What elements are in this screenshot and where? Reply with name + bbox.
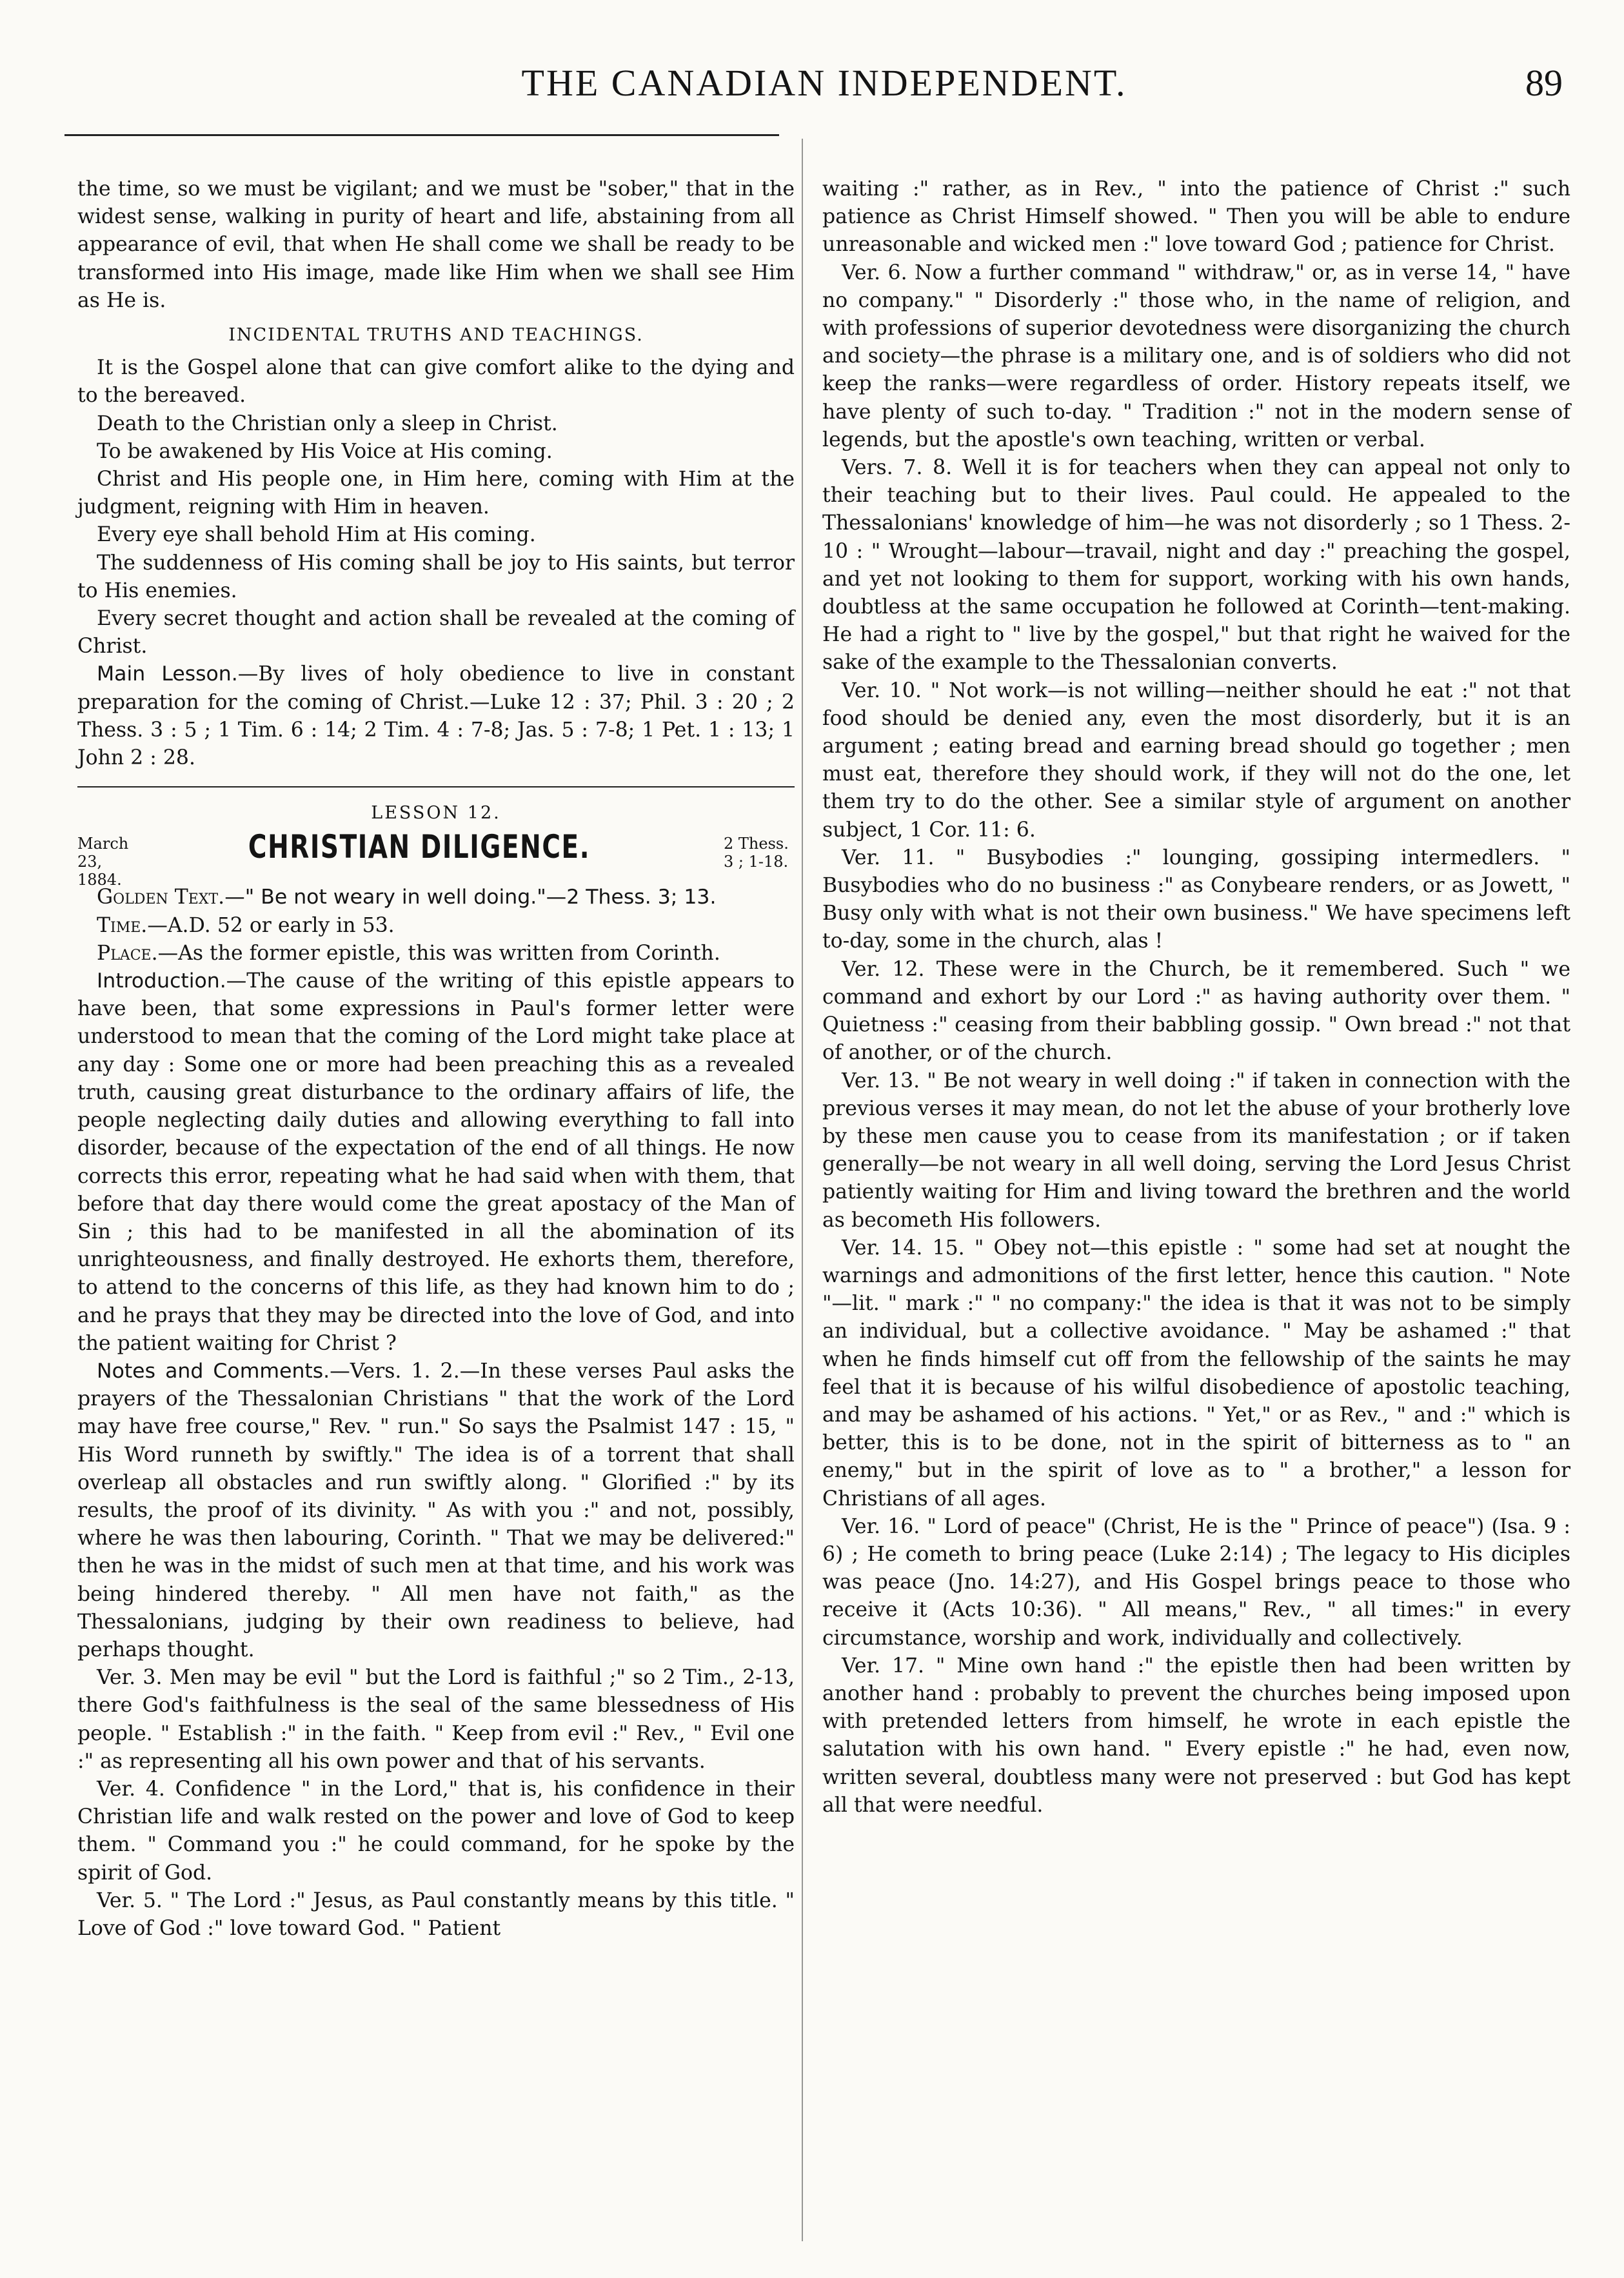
truth-item: The suddenness of His coming shall be joy to His saints, but terror to His enemies. [77, 551, 795, 602]
verse-10-note: Ver. 10. " Not work—is not willing—neither should he eat :" not that food should be denied any, even the most disorderly, but it is an argument ; eating bread and earning bread should go together ; men must eat, therefore they should work, if they will not do the one, let them try to do the other. See a similar style of argument on another subject, 1 Cor. 11: 6. [822, 678, 1570, 842]
lesson-title: CHRISTIAN DILIGENCE. [248, 828, 591, 866]
verse-13-note: Ver. 13. " Be not weary in well doing :" if taken in connection with the previous verses it may mean, do not let the abuse of your brotherly love by these men cause you to cease from its manifestation ; or if taken generally—be not weary in all well doing, serving the Lord Jesus Christ patiently waiting for Him and living toward the brethren and the world as becometh His followers. [822, 1069, 1570, 1232]
verse-4-note: Ver. 4. Confidence " in the Lord," that is, his confidence in their Christian life and walk rested on the power and love of God to keep them. " Command you :" he could command, for he spoke by the spirit of God. [77, 1777, 795, 1885]
verse-14-15-note: Ver. 14. 15. " Obey not—this epistle : " some had set at nought the warnings and admonitions of the first letter, hence this caution. " Note "—lit. " mark :" " no company:" the idea is that it was not to be simply an individual, but a collective avoidance. " May be ashamed :" that when he finds himself cut off from the fellowship of the saints he may feel that it is because of his wilful disobedience of apostolic teaching, and may be ashamed of his actions. " Yet," or as Rev., " and :" which is better, this is to be done, not in the spirit of bitterness as to " an enemy," but in the spirit of love as to " a brother," a lesson for Christians of all ages. [822, 1236, 1570, 1510]
truth-item: Death to the Christian only a sleep in Christ. [97, 411, 558, 435]
golden-text-body: —" Be not weary in well doing."—2 Thess. 3; 13. [224, 886, 717, 909]
introduction [77, 967, 795, 1358]
lesson-reference: 2 Thess. 3 ; 1-18. [724, 835, 789, 871]
verse-5-note: Ver. 5. " The Lord :" Jesus, as Paul constantly means by this title. " Love of God :" love toward God. " Patient [77, 1888, 795, 1940]
notes [77, 1358, 795, 1664]
truth-item: Christ and His people one, in Him here, coming with Him at the judgment, reigning with Him in heaven. [77, 468, 795, 519]
notes-text: —Vers. 1. 2.—In these verses Paul asks the prayers of the Thessalonian Christians " that the work of the Lord may have free course," Rev. " run." So says the Psalmist 147 : 15, " His Word runneth by swiftly." The idea is of a torrent that shall overleap all obstacles and run swiftly along. " Glorified :" by its results, the proof of its divinity. " As with you :" and not, possibly, where he was then labouring, Corinth. " That we may be delivered:" then he was in the midst of such men at that time, and his work was being hindered thereby. " All men have not faith," as the Thessalonians, judging by their own readiness to believe, had perhaps thought. [77, 1359, 795, 1661]
page-title: THE CANADIAN INDEPENDENT. [521, 62, 1127, 104]
introduction-text: —The cause of the writing of this epistle appears to have been, that some expressions in Paul's former letter were understood to mean that the coming of the Lord might take place at any day : Some one or more had been preaching this as a revealed truth, causing great disturbance to the ordinary affairs of life, the people neglecting daily duties and allowing everything to fall into disorder, because of the expectation of the end of all things. He now corrects this error, repeating what he had said when with them, that before that day there would come the great apostacy of the Man of Sin ; this had to be manifested in all the abomination of its unrighteousness, and finally destroyed. He exhorts them, therefore, to attend to the concerns of this life, as they had known him to do ; and he prays that they may be directed into the love of God, and into the patient waiting for Christ ? [77, 969, 795, 1355]
opening-paragraph: the time, so we must be vigilant; and we must be "sober," that in the widest sense, walking in purity of heart and life, abstaining from all appearance of evil, that when He shall come we shall be ready to be transformed into His image, made like Him when we shall see Him as He is. [77, 177, 795, 312]
truth-item: To be awakened by His Voice at His coming. [97, 439, 553, 463]
place-line [77, 940, 795, 967]
place-text: —As the former epistle, this was written from Corinth. [157, 941, 720, 965]
introduction-label: Introduction. [97, 969, 226, 993]
lesson-date: March 23, 1884. [77, 835, 129, 889]
verse-11-note: Ver. 11. " Busybodies :" lounging, gossiping intermedlers. " Busybodies who do no business :" as Conybeare renders, or as Jowett, " Busy only with what is not their own business." We have specimens left to-day, some in the church, alas ! [822, 846, 1570, 953]
page-header [0, 61, 1624, 119]
left-column [77, 175, 795, 1943]
truth-item: Every secret thought and action shall be revealed at the coming of Christ. [77, 607, 795, 659]
time-text: —A.D. 52 or early in 53. [147, 913, 395, 937]
page-number: 89 [1525, 62, 1563, 104]
place-label: Place. [97, 941, 158, 965]
notes-label: Notes and Comments. [97, 1359, 330, 1383]
right-column [822, 175, 1570, 1819]
verse-3-note: Ver. 3. Men may be evil " but the Lord is faithful ;" so 2 Tim., 2-13, there God's faithfulness is the seal of the same blessedness of His people. " Establish :" in the faith. " Keep from evil :" Rev., " Evil one :" as representing all his own power and that of his servants. [77, 1666, 795, 1773]
truth-item: Every eye shall behold Him at His coming. [97, 523, 536, 547]
right-paragraph: waiting :" rather, as in Rev., " into the patience of Christ :" such patience as Christ Himself showed. " Then you will be able to endure unreasonable and wicked men :" love toward God ; patience for Christ. [822, 177, 1570, 257]
truths-list [77, 354, 795, 660]
incidental-heading: INCIDENTAL TRUTHS AND TEACHINGS. [228, 325, 644, 346]
verse-12-note: Ver. 12. These were in the Church, be it remembered. Such " we command and exhort by our Lord :" as having authority over them. " Quietness :" ceasing from their babbling gossip. " Own bread :" not that of another, or of the church. [822, 957, 1570, 1065]
golden-text [77, 884, 795, 911]
golden-text-label: Golden Text. [97, 886, 225, 909]
main-lesson-text: —By lives of holy obedience to live in constant preparation for the coming of Christ.—Luke 12 : 37; Phil. 3 : 20 ; 2 Thess. 3 : 5 ; 1 Tim. 6 : 14; 2 Tim. 4 : 7-8; Jas. 5 : 7-8; 1 Pet. 1 : 13; 1 John 2 : 28. [77, 662, 795, 770]
header-rule [64, 134, 779, 136]
verse-6-note: Ver. 6. Now a further command " withdraw," or, as in verse 14, " have no company." " Disorderly :" those who, in the name of religion, and with professions of superior devotedness were disorganizing the church and society—the phrase is a military one, and is of soldiers who did not keep the ranks—were regardless of order. History repeats itself, we have plenty of such to-day. " Tradition :" not in the modern sense of legends, but the apostle's own teaching, written or verbal. [822, 261, 1570, 451]
section-rule [77, 786, 795, 787]
verse-7-8-note: Vers. 7. 8. Well it is for teachers when they can appeal not only to their teaching but to their lives. Paul could. He appealed to the Thessalonians' knowledge of him—he was not disorderly ; so 1 Thess. 2-10 : " Wrought—labour—travail, night and day :" preaching the gospel, and yet not looking to them for support, working with his own hands, doubtless at the same occupation he followed at Corinth—tent-making. He had a right to " live by the gospel," but that right he waived for the sake of the example to the Thessalonian converts. [822, 456, 1570, 675]
time-label: Time. [97, 913, 148, 937]
main-lesson [77, 660, 795, 772]
time-line [77, 912, 795, 940]
verse-17-note: Ver. 17. " Mine own hand :" the epistle then had been written by another hand : probably to prevent the churches being imposed upon with pretended letters from himself, he wrote in each epistle the salutation with his own hand. " Every epistle :" he had, even now, written several, doubtless many were not preserved : but God has kept all that were needful. [822, 1654, 1570, 1817]
truth-item: It is the Gospel alone that can give comfort alike to the dying and to the bereaved. [77, 356, 795, 408]
main-lesson-label: Main Lesson. [97, 662, 238, 686]
lesson-number: LESSON 12. [371, 803, 501, 824]
column-divider [802, 139, 803, 2241]
lesson-header [77, 828, 795, 889]
verse-16-note: Ver. 16. " Lord of peace" (Christ, He is the " Prince of peace") (Isa. 9 : 6) ; He cometh to bring peace (Luke 2:14) ; The legacy to His diciples was peace (Jno. 14:27), and His Gospel brings peace to those who receive it (Acts 10:36). " All means," Rev., " all times:" in every circumstance, worship and work, individually and collectively. [822, 1514, 1570, 1650]
